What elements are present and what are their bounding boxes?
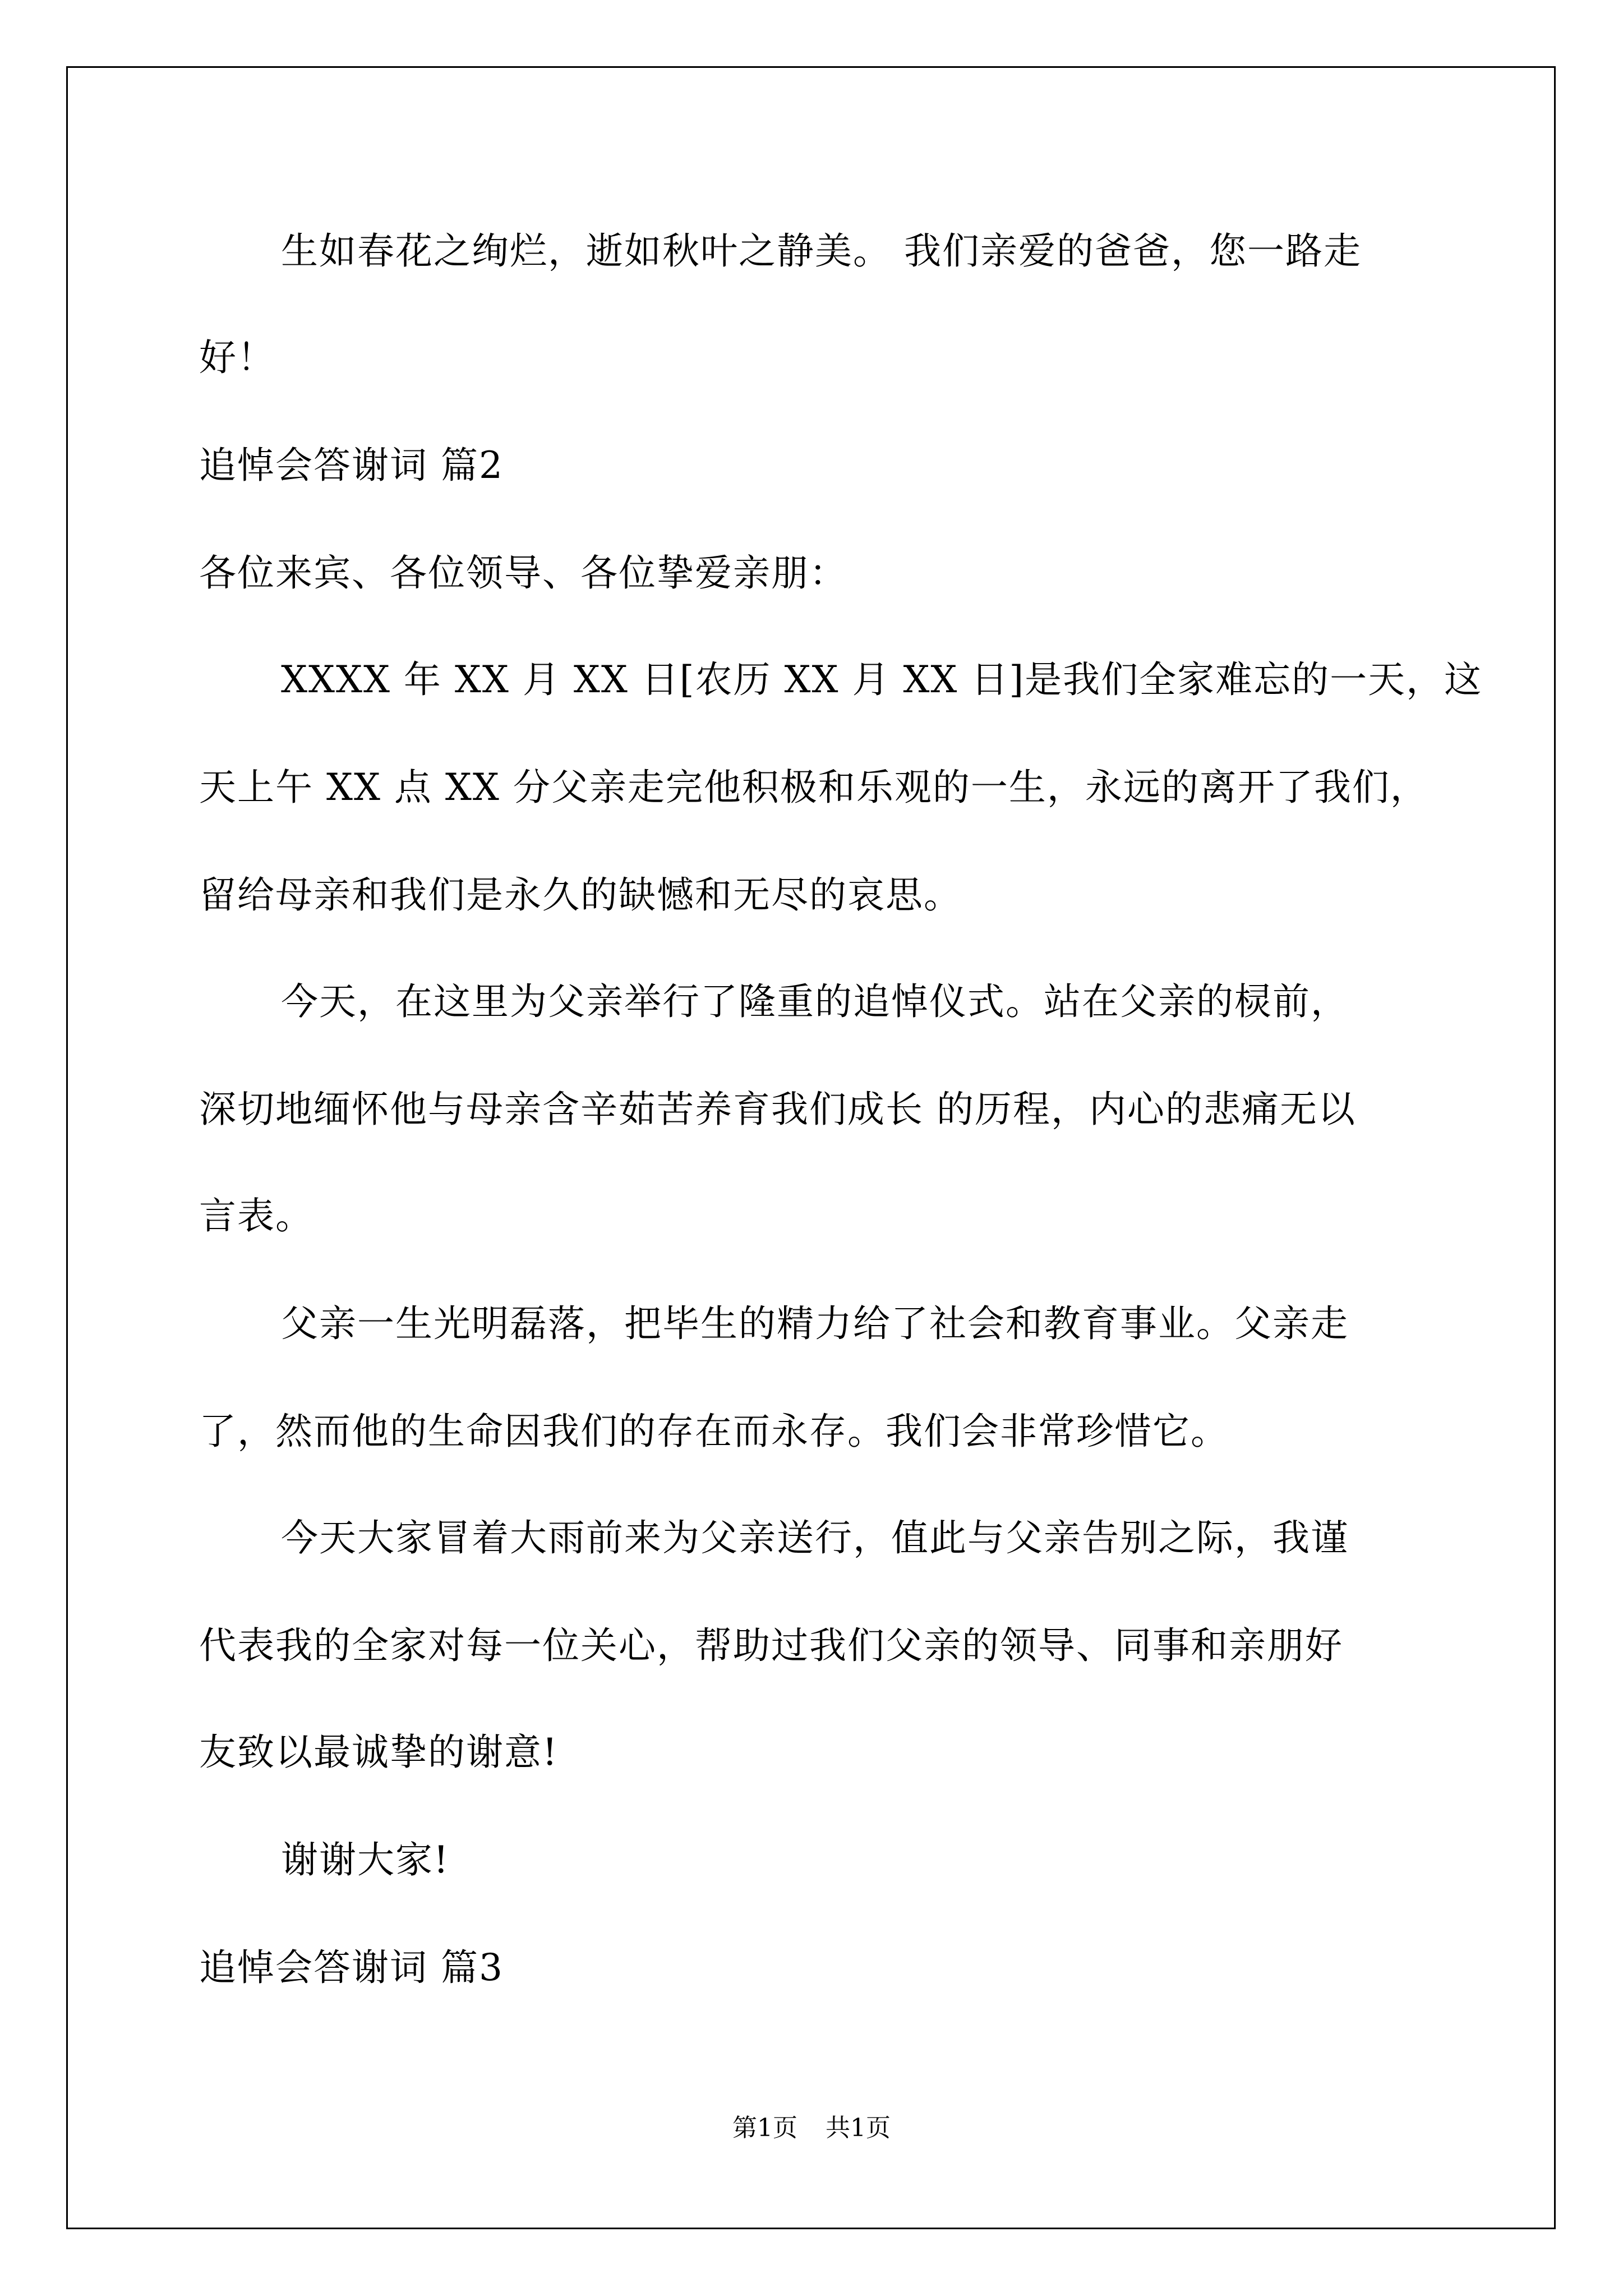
page-number: 第1页 xyxy=(732,2114,797,2142)
paragraph-line: 好！ xyxy=(199,336,275,379)
paragraph-line: 留给母亲和我们是永久的缺憾和无尽的哀思。 xyxy=(199,873,962,917)
paragraph-line: XXXX 年 XX 月 XX 日[农历 XX 月 XX 日]是我们全家难忘的一天，这 xyxy=(281,658,1483,701)
paragraph-line: 深切地缅怀他与母亲含辛茹苦养育我们成长 的历程，内心的悲痛无以 xyxy=(199,1088,1356,1131)
paragraph-line: 父亲一生光明磊落，把毕生的精力给了社会和教育事业。父亲走 xyxy=(281,1302,1349,1345)
paragraph-line: 今天大家冒着大雨前来为父亲送行，值此与父亲告别之际，我谨 xyxy=(281,1516,1349,1559)
closing-line: 谢谢大家! xyxy=(281,1838,450,1881)
page-border xyxy=(66,66,1556,2229)
paragraph-line: 天上午 XX 点 XX 分父亲走完他积极和乐观的一生，永远的离开了我们， xyxy=(199,766,1428,809)
paragraph-line: 言表。 xyxy=(199,1194,313,1237)
section-heading: 追悼会答谢词 篇2 xyxy=(199,444,504,487)
paragraph-line: 代表我的全家对每一位关心，帮助过我们父亲的领导、同事和亲朋好 xyxy=(199,1624,1343,1667)
paragraph-line: 生如春花之绚烂，逝如秋叶之静美。 我们亲爱的爸爸，您一路走 xyxy=(281,229,1362,273)
page-footer xyxy=(0,2111,1623,2145)
salutation: 各位来宾、各位领导、各位挚爱亲朋： xyxy=(199,551,847,595)
paragraph-line: 了，然而他的生命因我们的存在而永存。我们会非常珍惜它。 xyxy=(199,1410,1229,1453)
section-heading: 追悼会答谢词 篇3 xyxy=(199,1946,504,1989)
paragraph-line: 今天，在这里为父亲举行了隆重的追悼仪式。站在父亲的棂前， xyxy=(281,980,1349,1023)
page-total: 共1页 xyxy=(826,2114,891,2142)
paragraph-line: 友致以最诚挚的谢意! xyxy=(199,1731,559,1774)
